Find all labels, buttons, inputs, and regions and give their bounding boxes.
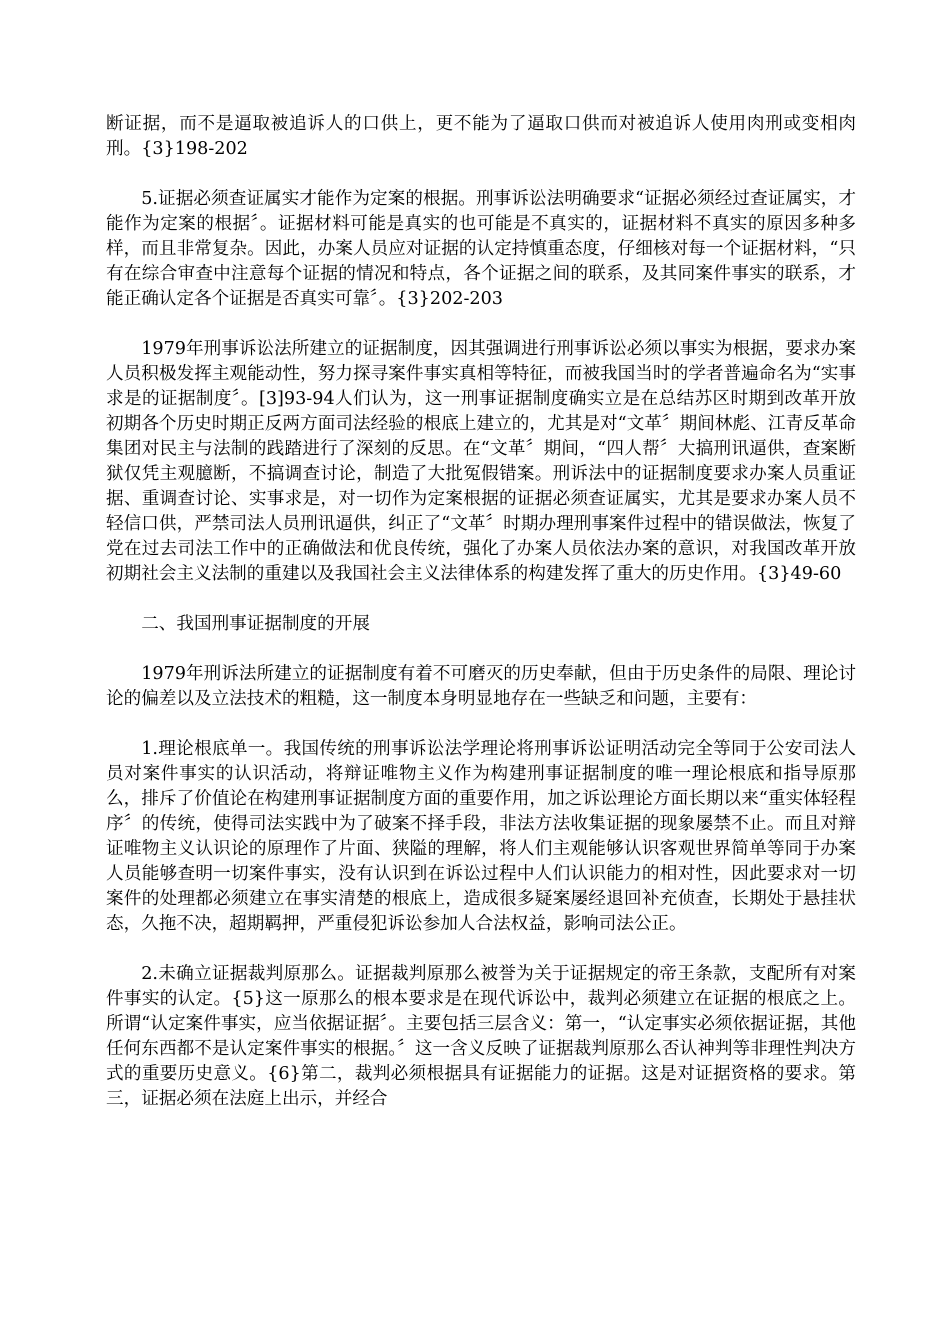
paragraph-shortcomings-intro: 1979年刑诉法所建立的证据制度有着不可磨灭的历史奉献，但由于历史条件的局限、理论讨论的偏差以及立法技术的粗糙，这一制度本身明显地存在一些缺乏和问题，主要有： (106, 664, 856, 709)
paragraph-1979-law-evidence-system: 1979年刑事诉讼法所建立的证据制度，因其强调进行刑事诉讼必须以事实为根据，要求办案人员积极发挥主观能动性，努力探寻案件事实真相等特征，而被我国当时的学者普遍命名为“实事求是的证据制度〞。[3]93-94人们认为，这一刑事证据制度确实立是在总结苏区时期到改革开放初期各个历史时期正反两方面司法经验的根底上建立的，尤其是对“文革〞期间林彪、江青反革命集团对民主与法制的践踏进行了深刻的反思。在“文革〞期间，“四人帮〞大搞刑讯逼供，查案断狱仅凭主观臆断，不搞调查讨论，制造了大批冤假错案。刑诉法中的证据制度要求办案人员重证据、重调查讨论、实事求是，对一切作为定案根据的证据必须查证属实，尤其是要求办案人员不轻信口供，严禁司法人员刑讯逼供，纠正了“文革〞时期办理刑事案件过程中的错误做法，恢复了党在过去司法工作中的正确做法和优良传统，强化了办案人员依法办案的意识，对我国改革开放初期社会主义法制的重建以及我国社会主义法律体系的构建发挥了重大的历史作用。{3}49-60 (106, 339, 856, 584)
paragraph-continuation: 断证据，而不是逼取被追诉人的口供上，更不能为了逼取口供而对被追诉人使用肉刑或变相肉刑。{3}198-202 (106, 114, 856, 159)
section-heading: 二、我国刑事证据制度的开展 (141, 614, 370, 634)
paragraph-single-theory-basis: 1.理论根底单一。我国传统的刑事诉讼法学理论将刑事诉讼证明活动完全等同于公安司法人员对案件事实的认识活动，将辩证唯物主义作为构建刑事证据制度的唯一理论根底和指导原那么，排斥了价值论在构建刑事证据制度方面的重要作用，加之诉讼理论方面长期以来“重实体轻程序〞的传统，使得司法实践中为了破案不择手段，非法方法收集证据的现象屡禁不止。而且对辩证唯物主义认识论的原理作了片面、狭隘的理解，将人们主观能够认识客观世界简单等同于办案人员能够查明一切案件事实，没有认识到在诉讼过程中人们认识能力的相对性，因此要求对一切案件的处理都必须建立在事实清楚的根底上，造成很多疑案屡经退回补充侦查，长期处于悬挂状态，久拖不决，超期羁押，严重侵犯诉讼参加人合法权益，影响司法公正。 (106, 739, 856, 934)
paragraph-evidence-verification: 5.证据必须查证属实才能作为定案的根据。刑事诉讼法明确要求“证据必须经过查证属实，才能作为定案的根据〞。证据材料可能是真实的也可能是不真实的，证据材料不真实的原因多种多样，而且非常复杂。因此，办案人员应对证据的认定持慎重态度，仔细核对每一个证据材料，“只有在综合审查中注意每个证据的情况和特点，各个证据之间的联系，及其同案件事实的联系，才能正确认定各个证据是否真实可靠〞。{3}202-203 (106, 189, 856, 309)
document-page (106, 112, 856, 1137)
paragraph-evidence-adjudication-principle: 2.未确立证据裁判原那么。证据裁判原那么被誉为关于证据规定的帝王条款，支配所有对案件事实的认定。{5}这一原那么的根本要求是在现代诉讼中，裁判必须建立在证据的根底之上。所谓“认定案件事实，应当依据证据〞。主要包括三层含义：第一，“认定事实必须依据证据，其他任何东西都不是认定案件事实的根据。〞这一含义反映了证据裁判原那么否认神判等非理性判决方式的重要历史意义。{6}第二，裁判必须根据具有证据能力的证据。这是对证据资格的要求。第三，证据必须在法庭上出示，并经合 (106, 964, 856, 1109)
